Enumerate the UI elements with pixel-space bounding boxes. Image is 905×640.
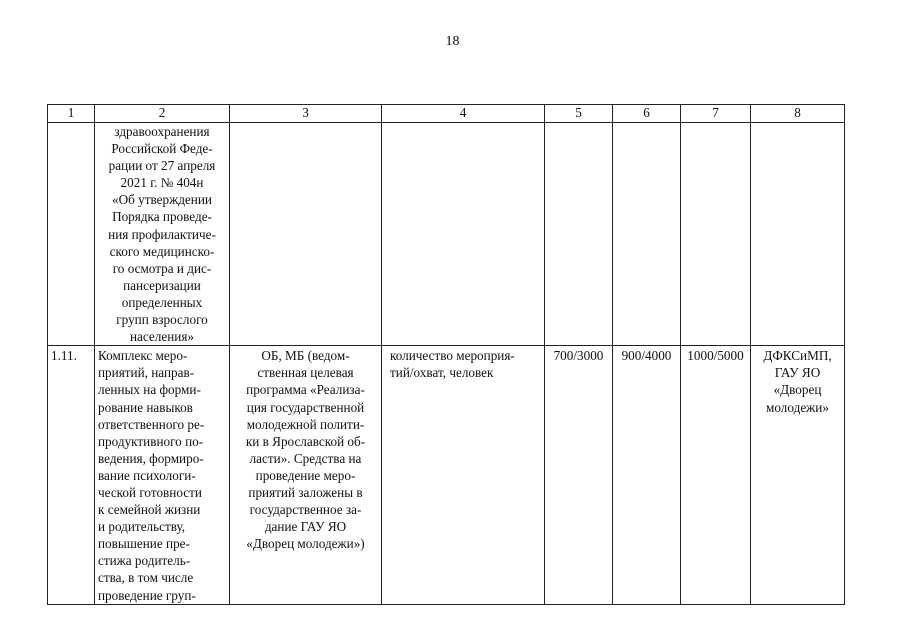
cont-desc-line: рации от 27 апреля <box>108 158 216 174</box>
header-col-3: 3 <box>230 105 382 123</box>
page-number: 18 <box>445 34 460 49</box>
item-number: 1.11. <box>48 346 95 604</box>
item-value-col7: 1000/5000 <box>681 346 751 604</box>
item-responsible-line: ГАУ ЯО <box>774 365 821 381</box>
item-indicator-line: тий/охват, человек <box>390 365 494 381</box>
item-funding-line: ОБ, МБ (ведом- <box>261 348 350 364</box>
item-funding-line: государственное за- <box>249 502 362 518</box>
item-funding-line: ки в Ярославской об- <box>245 433 366 449</box>
item-value-col5: 700/3000 <box>545 346 613 604</box>
item-responsible-line: «Дворец <box>773 382 822 398</box>
item-desc-line: Комплекс меро- <box>98 348 188 364</box>
table-row-1-11 <box>48 346 845 604</box>
item-desc-line: ленных на форми- <box>98 382 201 398</box>
cont-cell-number <box>48 123 95 346</box>
header-col-1: 1 <box>48 105 95 123</box>
cont-cell-description <box>95 123 230 346</box>
item-desc-line: повышение пре- <box>98 536 190 552</box>
header-col-8: 8 <box>751 105 845 123</box>
header-col-2: 2 <box>95 105 230 123</box>
cont-desc-line: групп взрослого <box>116 312 208 328</box>
item-funding-line: проведение меро- <box>255 467 356 483</box>
item-funding <box>230 346 382 604</box>
item-funding-line: «Дворец молодежи») <box>246 536 365 552</box>
cont-desc-line: ского медицинско- <box>109 243 215 259</box>
item-funding-line: ласти». Средства на <box>249 450 362 466</box>
item-desc-line: продуктивного по- <box>98 433 204 449</box>
measures-table <box>47 104 845 605</box>
item-desc-line: ведения, формиро- <box>98 450 204 466</box>
cont-cell-col7 <box>681 123 751 346</box>
item-funding-line: приятий заложены в <box>248 484 363 500</box>
item-desc-line: приятий, направ- <box>98 365 195 381</box>
item-indicator-line: количество мероприя- <box>390 348 515 364</box>
cont-cell-col6 <box>613 123 681 346</box>
cont-desc-line: определенных <box>121 294 203 310</box>
cont-desc-line: Российской Феде- <box>111 141 213 157</box>
cont-cell-col5 <box>545 123 613 346</box>
item-indicator <box>382 346 545 604</box>
cont-desc-line: здравоохранения <box>114 124 210 139</box>
cont-desc-line: пансеризации <box>123 277 201 293</box>
cont-desc-line: ния профилактиче- <box>108 226 216 242</box>
cont-desc-line: Порядка проведе- <box>112 209 212 225</box>
cont-cell-indicator <box>382 123 545 346</box>
cont-desc-line: го осмотра и дис- <box>112 260 212 276</box>
item-desc-line: ческой готовности <box>98 484 202 500</box>
item-funding-line: молодежной полити- <box>246 416 365 432</box>
cont-desc-line: населения» <box>130 329 194 345</box>
item-desc-line: стижа родитель- <box>98 553 191 569</box>
item-desc-line: и родительству, <box>98 519 186 535</box>
item-desc-line: рование навыков <box>98 399 193 415</box>
cont-desc-line: «Об утверждении <box>112 192 212 208</box>
item-desc-line: вание психологи- <box>98 467 196 483</box>
table-row-continuation <box>48 123 845 346</box>
cont-cell-col8 <box>751 123 845 346</box>
item-desc-line: проведение груп- <box>98 587 196 603</box>
item-desc-line: к семейной жизни <box>98 502 201 518</box>
header-col-5: 5 <box>545 105 613 123</box>
header-col-4: 4 <box>382 105 545 123</box>
table-header-row <box>48 105 845 123</box>
item-funding-line: дание ГАУ ЯО <box>264 519 347 535</box>
item-funding-line: ственная целевая <box>257 365 354 381</box>
cont-cell-funding <box>230 123 382 346</box>
header-col-6: 6 <box>613 105 681 123</box>
item-description <box>95 346 230 604</box>
cont-desc-line: 2021 г. № 404н <box>120 175 204 191</box>
item-value-col6: 900/4000 <box>613 346 681 604</box>
item-responsible-line: молодежи» <box>766 399 829 415</box>
item-desc-line: ответственного ре- <box>98 416 205 432</box>
item-desc-line: ства, в том числе <box>98 570 194 586</box>
header-col-7: 7 <box>681 105 751 123</box>
item-responsible <box>751 346 845 604</box>
item-responsible-line: ДФКСиМП, <box>763 348 832 364</box>
item-funding-line: ция государственной <box>246 399 365 415</box>
item-funding-line: программа «Реализа- <box>246 382 365 398</box>
